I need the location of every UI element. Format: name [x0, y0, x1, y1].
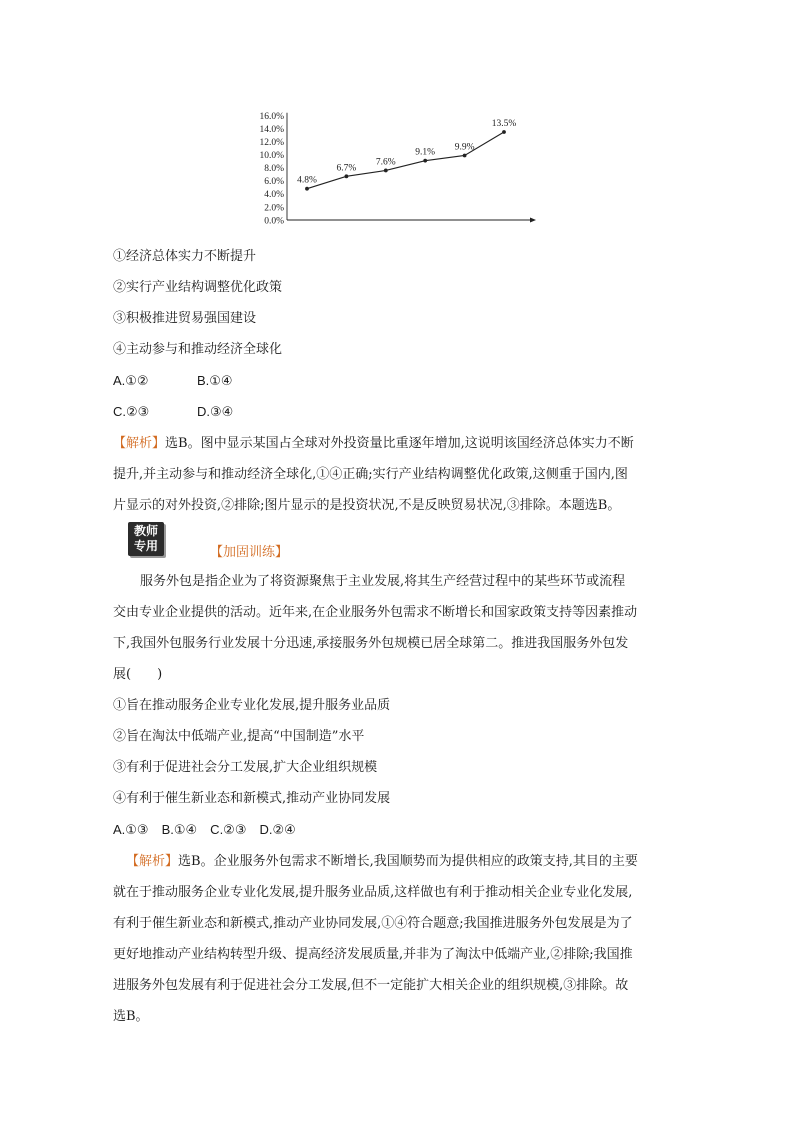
q2-analysis-line: 更好地推动产业结构转型升级、提高经济发展质量,并非为了淘汰中低端产业,②排除;我国推 — [113, 947, 633, 962]
q2-analysis-line: 进服务外包发展有利于促进社会分工发展,但不一定能扩大相关企业的组织规模,③排除。故 — [113, 978, 629, 993]
y-tick-label: 8.0% — [264, 164, 284, 175]
data-label: 6.7% — [336, 163, 357, 174]
q1-choice-b: B.①④ — [197, 373, 233, 388]
q1-option-2: ②实行产业结构调整优化政策 — [113, 280, 283, 295]
y-tick-label: 4.0% — [264, 190, 284, 201]
data-label: 13.5% — [491, 118, 517, 129]
data-point — [384, 169, 388, 173]
data-point — [502, 130, 506, 134]
data-point — [345, 174, 349, 178]
chart-points — [305, 130, 506, 191]
training-title: 【加固训练】 — [210, 545, 289, 560]
q1-analysis-line: 片显示的对外投资,②排除;图片显示的是投资状况,不是反映贸易状况,③排除。本题选B。 — [113, 498, 621, 513]
data-label: 9.9% — [454, 142, 475, 153]
line-chart — [250, 104, 540, 228]
data-point — [423, 159, 427, 163]
chart-axes — [287, 113, 536, 223]
q2-option-4: ④有利于催生新业态和新模式,推动产业协同发展 — [113, 791, 391, 806]
q2-stem — [113, 566, 685, 690]
q2-analysis-line: 选B。 — [113, 1009, 149, 1024]
q2-stem-line: 交由专业企业提供的活动。近年来,在企业服务外包需求不断增长和国家政策支持等因素推动 — [113, 605, 638, 620]
q1-analysis-label: 【解析】 — [113, 436, 166, 451]
data-label: 9.1% — [415, 147, 436, 158]
q2-analysis — [113, 846, 685, 1032]
data-label: 7.6% — [375, 157, 396, 168]
q2-stem-line: 服务外包是指企业为了将资源聚焦于主业发展,将其生产经营过程中的某些环节或流程 — [140, 574, 626, 589]
q1-option-1: ①经济总体实力不断提升 — [113, 249, 257, 264]
badge-line: 教师 — [133, 524, 158, 538]
data-point — [463, 154, 467, 158]
q2-stem-line: 下,我国外包服务行业发展十分迅速,承接服务外包规模已居全球第二。推进我国服务外包发 — [113, 636, 629, 651]
y-tick-label: 10.0% — [259, 151, 284, 162]
chart-series-line — [307, 132, 504, 189]
q1-choice-a: A.①② — [113, 373, 149, 388]
badge-line: 专用 — [133, 539, 158, 553]
chart-y-ticks — [259, 112, 284, 226]
q1-choice-c: C.②③ — [113, 404, 150, 419]
data-point — [305, 187, 309, 191]
chart-data-labels — [297, 119, 516, 186]
y-tick-label: 6.0% — [264, 177, 284, 188]
q2-analysis-line: 就在于推动服务企业专业化发展,提升服务业品质,这样做也有利于推动相关企业专业化发展, — [113, 885, 633, 900]
y-tick-label: 14.0% — [259, 125, 284, 136]
y-tick-label: 12.0% — [259, 138, 284, 149]
q2-analysis-line: 选B。企业服务外包需求不断增长,我国顺势而为提供相应的政策支持,其目的主要 — [178, 854, 638, 869]
q2-analysis-label: 【解析】 — [126, 854, 179, 869]
q1-choice-d: D.③④ — [197, 404, 234, 419]
y-tick-label: 2.0% — [264, 203, 284, 214]
x-axis-arrow — [530, 218, 536, 223]
q2-choices: A.①③ B.①④ C.②③ D.②④ — [113, 822, 296, 837]
q2-option-3: ③有利于促进社会分工发展,扩大企业组织规模 — [113, 760, 378, 775]
teacher-only-badge — [128, 522, 164, 556]
q2-option-2: ②旨在淘汰中低端产业,提高“中国制造”水平 — [113, 729, 365, 744]
data-label: 4.8% — [297, 175, 317, 186]
q1-analysis — [113, 428, 685, 521]
y-tick-label: 0.0% — [264, 216, 284, 227]
q1-analysis-line: 选B。图中显示某国占全球对外投资量比重逐年增加,这说明该国经济总体实力不断 — [165, 436, 634, 451]
q1-analysis-line: 提升,并主动参与和推动经济全球化,①④正确;实行产业结构调整优化政策,这侧重于国内,图 — [113, 467, 628, 482]
q1-option-3: ③积极推进贸易强国建设 — [113, 311, 257, 326]
q2-option-1: ①旨在推动服务企业专业化发展,提升服务业品质 — [113, 698, 391, 713]
q1-option-4: ④主动参与和推动经济全球化 — [113, 342, 283, 357]
q2-analysis-line: 有利于催生新业态和新模式,推动产业协同发展,①④符合题意;我国推进服务外包发展是为了 — [113, 916, 633, 931]
q2-stem-line: 展( ) — [113, 667, 163, 682]
y-tick-label: 16.0% — [259, 112, 284, 122]
